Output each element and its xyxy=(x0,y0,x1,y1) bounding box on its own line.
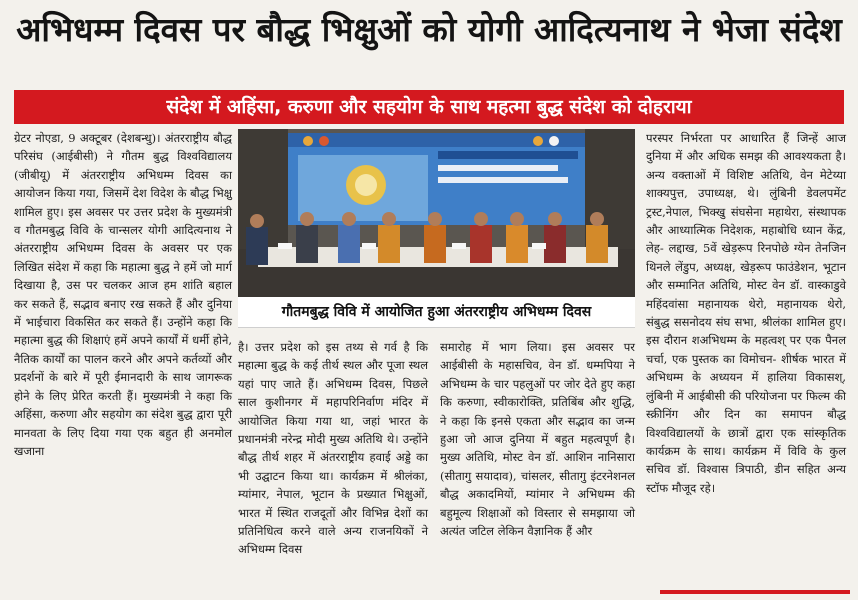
subheadline-banner: संदेश में अहिंसा, करुणा और सहयोग के साथ महत्मा बुद्ध संदेश को दोहराया xyxy=(14,90,844,124)
article-column-1 xyxy=(14,129,232,579)
article-column-3 xyxy=(440,338,635,583)
photo-caption: गौतमबुद्ध विवि में आयोजित हुआ अंतरराष्ट्रीय अभिधम्म दिवस xyxy=(238,297,635,328)
event-photo-illustration xyxy=(238,129,635,297)
column-1-text: ग्रेटर नोएडा, 9 अक्टूबर (देशबन्धु)। अंतरराष्ट्रीय बौद्ध परिसंघ (आईबीसी) ने गौतम बुद्ध विश्वविद्यालय (जीबीयू) में अंतरराष्ट्रीय अभिधम्म दिवस का आयोजन किया गया, जिसमें देश विदेश के बौद्ध भिक्षु शामिल हुए। इस अवसर पर उत्तर प्रदेश के मुख्यमंत्री व गौतमबुद्ध विवि के चान्सलर योगी आदित्यनाथ ने अंतरराष्ट्रीय अभिधम्म दिवस के अवसर पर एक लिखित संदेश में कहा कि महात्मा बुद्ध ने हमें जो मार्ग दिखाया है, उस पर चलकर आज हम शांति बहाल कर सकते हैं, सद्भाव बनाए रख सकते हैं और दुनिया में भाईचारा विकसित कर सकते हैं। उन्होंने कहा कि महात्मा बुद्ध की शिक्षाएं हमें अपने कार्यों में धर्मी होने, नैतिक कार्यों का पालन करने और अपने कर्तव्यों और प्रदर्शनों के बारे में पूरी ईमानदारी के साथ जागरूक होने के लिए प्रेरित करती हैं। मुख्यमंत्री ने कहा कि अहिंसा, करुणा और सहयोग का संदेश बुद्ध द्वारा पूरी मानवता के लिए दिया गया एक बहुत ही अनमोल खजाना xyxy=(14,131,232,458)
article-column-2 xyxy=(238,338,428,583)
event-photo xyxy=(238,129,635,297)
column-3-text: समारोह में भाग लिया। इस अवसर पर आईबीसी के महासचिव, वेन डॉ. धम्मपिया ने अभिधम्म के चार पहलुओं पर जोर देते हुए कहा कि करुणा, स्वीकारोक्ति, प्रतिबिंब और शुद्धि, ने कहा कि इनसे एकता और सद्भाव का जन्म हुआ जो आज दुनिया में बहुत महत्वपूर्ण है। मुख्य अतिथि, मोस्ट वेन डॉ. आशिन नानिसारा (सीतागु सयादाव), चांसलर, सीतागु इंटरनेशनल बौद्ध अकादमियों, म्यांमार ने अभिधम्म की बहुमूल्य शिक्षाओं को विस्तार से समझाया जो अत्यंत जटिल लेकिन वैज्ञानिक हैं और xyxy=(440,340,635,539)
column-2-text: है। उत्तर प्रदेश को इस तथ्य से गर्व है कि महात्मा बुद्ध के कई तीर्थ स्थल और पूजा स्थल यहां पाए जाते हैं। अभिधम्म दिवस, पिछले साल कुशीनगर में महापरिनिर्वाण मंदिर में आयोजित किया गया था, जहां भारत के प्रधानमंत्री नरेन्द्र मोदी मुख्य अतिथि थे। उन्होंने बौद्ध तीर्थ शहर में अंतरराष्ट्रीय हवाई अड्डे का भी उद्घाटन किया था। कार्यक्रम में श्रीलंका, म्यांमार, नेपाल, भूटान के प्रख्यात भिक्षुओं, भारत में स्थित राजदूतों और विभिन्न देशों का प्रतिनिधित्व करने वाले अन्य राजनयिकों ने अभिधम्म दिवस xyxy=(238,340,428,557)
headline: अभिधम्म दिवस पर बौद्ध भिक्षुओं को योगी आदित्यनाथ ने भेजा संदेश xyxy=(16,10,842,49)
bottom-red-rule xyxy=(660,590,850,594)
article-column-4 xyxy=(646,129,846,579)
column-4-text: परस्पर निर्भरता पर आधारित हैं जिन्हें आज दुनिया में और अधिक समझ की आवश्यकता है। अन्य वक्ताओं में विशिष्ट अतिथि, वेन मेटेय्या शाक्यपुत्त, उपाध्यक्ष, थे। लुंबिनी डेवलपमेंट ट्रस्ट,नेपाल, भिक्खु संघसेना महाथेरा, संस्थापक और आध्यात्मिक निदेशक, महाबोधि ध्यान केंद्र, लेह- लद्दाख, 5वें खेड़रूप रिनपोछे ग्येन तेनजिन थिनले लेंडुप, अध्यक्ष, खेड़रूप फाउंडेशन, भूटान और सम्मानित अतिथि, मोस्ट वेन डॉ. वास्काडुवे महिंदवांसा महानायक थेरो, महानायक थेरो, संबुद्ध ससनोदय संघ सभा, श्रीलंका शामिल हुए। इस दौरान शअभिधम्म के महत्वश् पर एक पैनल चर्चा, एक पुस्तक का विमोचन- शीर्षक भारत में अभिधम्म के अध्ययन में हालिया विकासश्, लुंबिनी में आईबीसी की परियोजना पर फिल्म की स्क्रीनिंग और दिन का समापन बौद्ध विश्वविद्यालयों के छात्रों द्वारा एक सांस्कृतिक कार्यक्रम के साथ। कार्यक्रम में विवि के कुल सचिव डॉ. विश्वास त्रिपाठी, डीन सहित अन्य स्टॉफ मौजूद रहे। xyxy=(646,131,846,495)
